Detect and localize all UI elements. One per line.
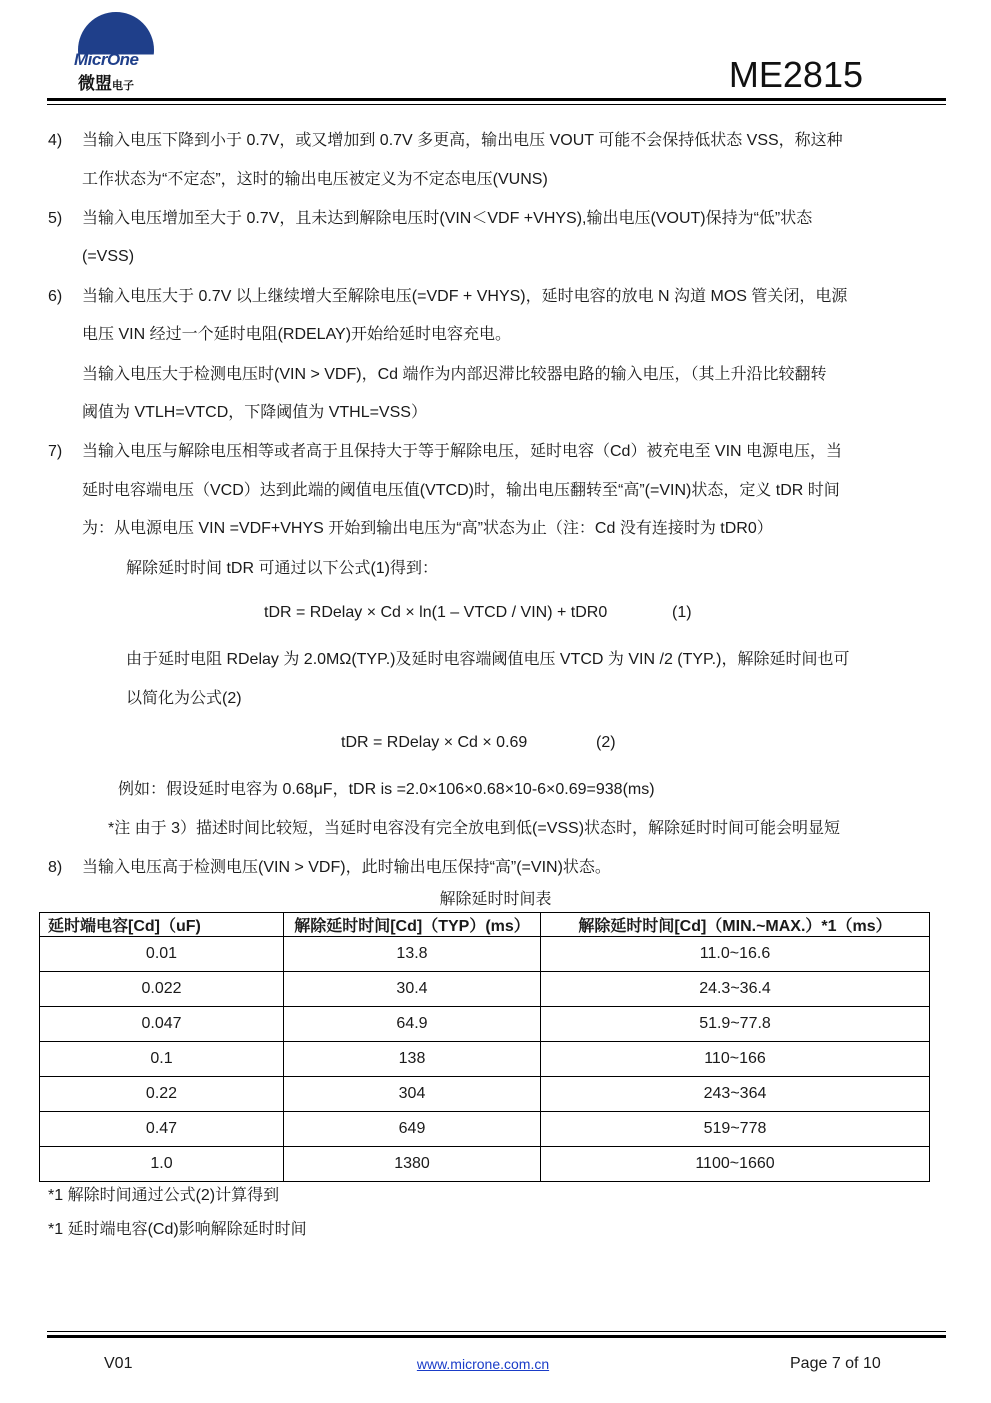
document-title: ME2815 [728,54,863,95]
item-5-number: 5) [48,210,63,227]
item-7-number: 7) [48,443,63,460]
release-delay-table [39,912,930,1182]
table-note-2: *1 延时端电容(Cd)影响解除延时时间 [48,1221,307,1238]
item-8-line-1: 当输入电压高于检测电压(VIN > VDF)，此时输出电压保持“高”(=VIN)状态。 [82,859,611,876]
formula-2-number: (2) [596,734,616,751]
footer-rule-thick [47,1335,946,1338]
cell-capacitance: 0.022 [40,972,284,1007]
header-minmax-time: 解除延时时间[Cd]（MIN.~MAX.）*1（ms） [541,913,930,937]
table-row [40,1007,930,1042]
cell-capacitance: 0.047 [40,1007,284,1042]
item-7-line-5: 由于延时电阻 RDelay 为 2.0MΩ(TYP.)及延时电容端阈值电压 VTCD 为 VIN /2 (TYP.)，解除延时间也可 [126,651,850,668]
item-4-number: 4) [48,132,63,149]
item-6-line-4: 阈值为 VTLH=VTCD，下降阈值为 VTHL=VSS） [82,404,427,421]
cell-typ: 30.4 [284,972,541,1007]
cell-typ: 138 [284,1042,541,1077]
table-row [40,937,930,972]
item-8-number: 8) [48,859,63,876]
table-row [40,1112,930,1147]
cell-typ: 649 [284,1112,541,1147]
table-row [40,1042,930,1077]
item-7-line-4: 解除延时时间 tDR 可通过以下公式(1)得到： [126,560,439,577]
cell-minmax: 1100~1660 [541,1147,930,1182]
header-rule-thin [47,104,946,105]
cell-capacitance: 0.47 [40,1112,284,1147]
cell-capacitance: 0.01 [40,937,284,972]
cell-minmax: 51.9~77.8 [541,1007,930,1042]
item-7-line-6: 以简化为公式(2) [126,690,242,707]
item-4-line-2: 工作状态为“不定态”，这时的输出电压被定义为不定态电压(VUNS) [82,171,548,188]
cell-minmax: 110~166 [541,1042,930,1077]
table-header-row [40,913,930,937]
table-note-1: *1 解除时间通过公式(2)计算得到 [48,1187,280,1204]
formula-1: tDR = RDelay × Cd × ln(1 – VTCD / VIN) + tDR0 [264,604,608,621]
logo-english-text: MicrOne [74,50,139,69]
cell-typ: 1380 [284,1147,541,1182]
cell-minmax: 519~778 [541,1112,930,1147]
item-6-line-2: 电压 VIN 经过一个延时电阻(RDELAY)开始给延时电容充电。 [82,326,512,343]
formula-1-number: (1) [672,604,692,621]
item-4-line-1: 当输入电压下降到小于 0.7V，或又增加到 0.7V 多更高，输出电压 VOUT 可能不会保持低状态 VSS，称这种 [82,132,843,149]
table-row [40,1147,930,1182]
item-6-number: 6) [48,288,63,305]
cell-minmax: 11.0~16.6 [541,937,930,972]
cell-capacitance: 1.0 [40,1147,284,1182]
table-row [40,1077,930,1112]
logo-chinese-text [78,69,134,94]
footer-page-number: Page 7 of 10 [790,1355,881,1372]
cell-minmax: 24.3~36.4 [541,972,930,1007]
note-line: *注 由于 3）描述时间比较短，当延时电容没有完全放电到低(=VSS)状态时，解除延时时间可能会明显短 [108,820,841,837]
footer-rule-thin [47,1331,946,1332]
company-logo [74,8,169,93]
table-row [40,972,930,1007]
item-7-line-3: 为：从电源电压 VIN =VDF+VHYS 开始到输出电压为“高”状态为止（注：Cd 没有连接时为 tDR0） [82,520,773,537]
item-7-line-2: 延时电容端电压（VCD）达到此端的阈值电压值(VTCD)时，输出电压翻转至“高”(=VIN)状态，定义 tDR 时间 [82,482,840,499]
item-5-line-2: (=VSS) [82,248,135,265]
header-typ-time: 解除延时时间[Cd]（TYP）(ms） [284,913,541,937]
item-6-line-3: 当输入电压大于检测电压时(VIN > VDF)，Cd 端作为内部迟滞比较器电路的输入电压，（其上升沿比较翻转 [82,366,827,383]
logo-chinese-small: 电子 [112,80,134,92]
header-capacitance: 延时端电容[Cd]（uF) [40,913,284,937]
cell-typ: 13.8 [284,937,541,972]
item-5-line-1: 当输入电压增加至大于 0.7V，且未达到解除电压时(VIN＜VDF +VHYS),输出电压(VOUT)保持为“低”状态 [82,210,813,227]
example-line: 例如：假设延时电容为 0.68μF，tDR is =2.0×106×0.68×10-6×0.69=938(ms) [118,781,655,798]
cell-typ: 304 [284,1077,541,1112]
cell-capacitance: 0.1 [40,1042,284,1077]
cell-minmax: 243~364 [541,1077,930,1112]
cell-typ: 64.9 [284,1007,541,1042]
item-6-line-1: 当输入电压大于 0.7V 以上继续增大至解除电压(=VDF + VHYS)，延时电容的放电 N 沟道 MOS 管关闭，电源 [82,288,848,305]
table-caption: 解除延时时间表 [439,891,552,908]
item-7-line-1: 当输入电压与解除电压相等或者高于且保持大于等于解除电压，延时电容（Cd）被充电至 VIN 电源电压，当 [82,443,843,460]
cell-capacitance: 0.22 [40,1077,284,1112]
formula-2: tDR = RDelay × Cd × 0.69 [341,734,528,751]
footer-website-link[interactable]: www.microne.com.cn [416,1356,550,1372]
header-rule-thick [47,98,946,101]
footer-version: V01 [104,1355,133,1372]
logo-chinese-main: 微盟 [78,74,112,93]
